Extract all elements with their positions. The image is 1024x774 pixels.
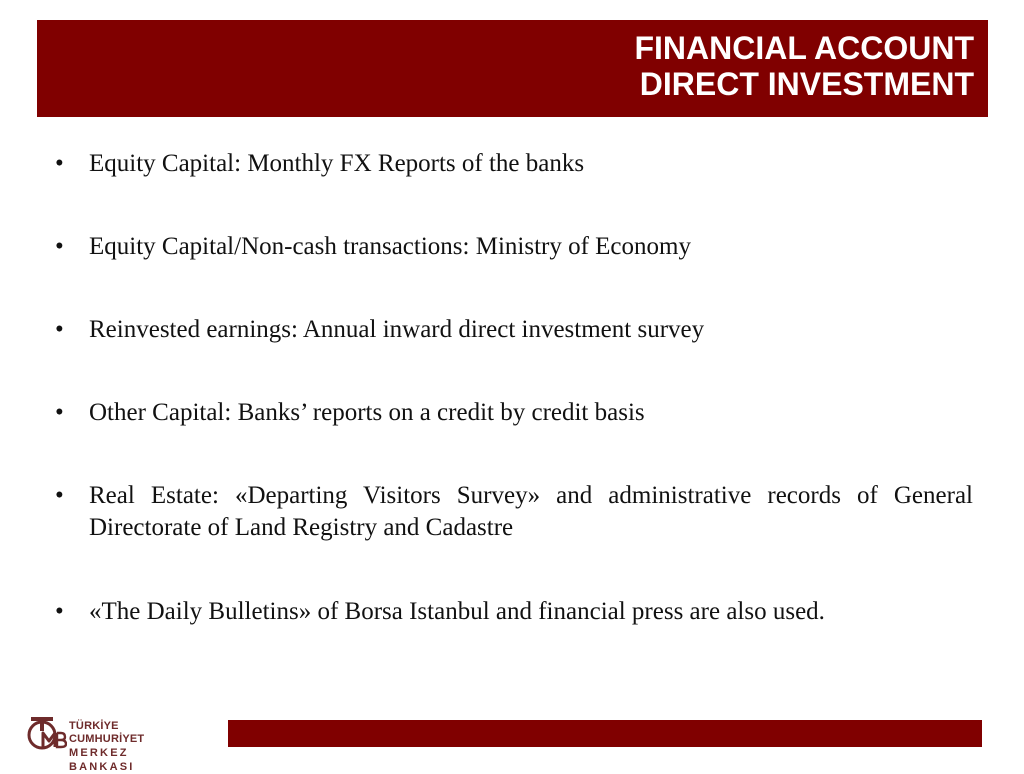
bullet-dot: • xyxy=(55,399,64,426)
central-bank-logo xyxy=(27,713,197,773)
bullet-list xyxy=(55,148,973,679)
tcmb-logo-icon xyxy=(27,713,67,753)
bullet-dot: • xyxy=(55,316,64,343)
bullet-text: Real Estate: «Departing Visitors Survey» and administrative records of General Directorate of Land Registry and Cadastre xyxy=(89,482,973,541)
bullet-text: Equity Capital: Monthly FX Reports of the banks xyxy=(89,150,585,177)
bullet-item xyxy=(55,231,973,263)
bullet-text: Reinvested earnings: Annual inward direct investment survey xyxy=(89,316,705,343)
logo-line-1: TÜRKİYE CUMHURİYET xyxy=(69,720,145,745)
title-line-2: DIRECT INVESTMENT xyxy=(639,66,974,102)
bullet-text: «The Daily Bulletins» of Borsa Istanbul and financial press are also used. xyxy=(89,598,825,625)
bullet-item xyxy=(55,596,973,628)
title-bar xyxy=(37,20,988,117)
logo-line-2: MERKEZ BANKASI xyxy=(69,747,135,773)
bullet-text: Equity Capital/Non-cash transactions: Ministry of Economy xyxy=(89,233,691,260)
bullet-text: Other Capital: Banks’ reports on a credit by credit basis xyxy=(89,399,645,426)
bullet-item xyxy=(55,148,973,180)
logo-text xyxy=(69,720,197,774)
bullet-item xyxy=(55,397,973,429)
bullet-dot: • xyxy=(55,150,64,177)
bullet-dot: • xyxy=(55,233,64,260)
bullet-dot: • xyxy=(55,482,64,509)
bullet-item xyxy=(55,314,973,346)
bullet-item xyxy=(55,480,973,544)
footer-bar xyxy=(228,720,982,747)
bullet-dot: • xyxy=(55,598,64,625)
title-line-1: FINANCIAL ACCOUNT xyxy=(634,30,974,66)
